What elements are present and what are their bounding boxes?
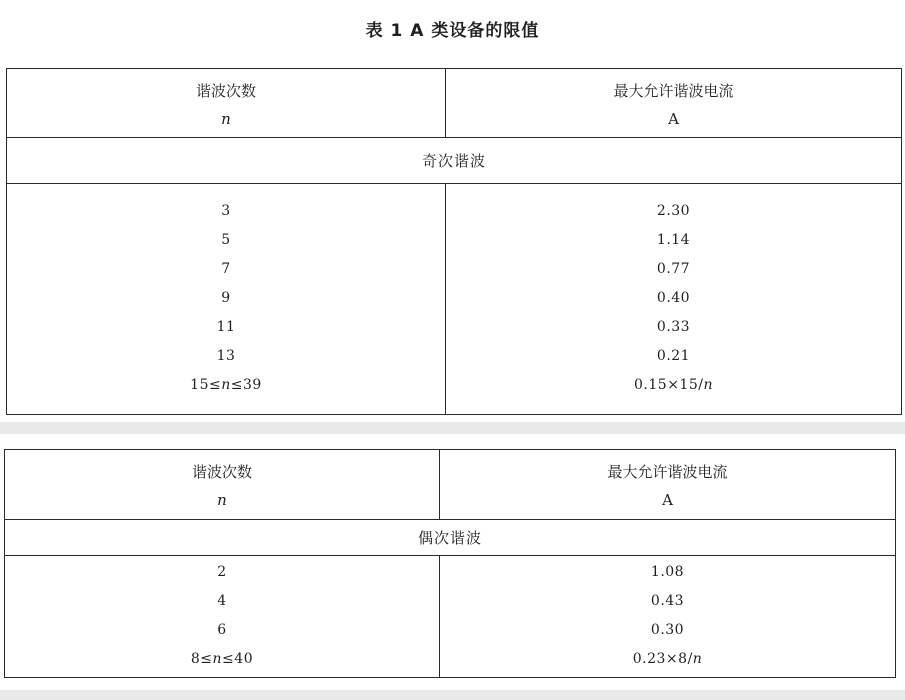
table-row-order: 15≤n≤39 xyxy=(190,377,262,393)
header-harmonic-order-symbol: n xyxy=(217,491,227,509)
table-row-order: 7 xyxy=(221,261,231,277)
harmonic-order-column xyxy=(5,556,440,678)
table-row-order: 9 xyxy=(221,290,231,306)
header-row xyxy=(7,69,902,138)
table-row-current: 0.15×15/n xyxy=(633,377,714,393)
header-max-current-unit: A xyxy=(662,491,673,509)
table-row-current: 1.14 xyxy=(656,232,691,248)
table-row-current: 0.43 xyxy=(650,593,685,609)
table-row-current: 0.23×8/n xyxy=(632,651,703,667)
table-row-current: 2.30 xyxy=(656,203,691,219)
data-rows xyxy=(7,184,902,415)
header-max-current xyxy=(446,69,902,138)
table-row-order: 2 xyxy=(217,564,227,580)
limits-table-even xyxy=(4,449,896,678)
table-row-current: 0.21 xyxy=(656,348,691,364)
table-row-order: 6 xyxy=(217,622,227,638)
table-row-order: 5 xyxy=(221,232,231,248)
table-title: 表 1 A 类设备的限值 xyxy=(365,21,540,41)
header-harmonic-order-label: 谐波次数 xyxy=(195,82,256,100)
table-row-current: 0.77 xyxy=(656,261,691,277)
section-row xyxy=(7,138,902,184)
header-harmonic-order xyxy=(7,69,446,138)
header-harmonic-order xyxy=(5,450,440,520)
header-max-current xyxy=(440,450,896,520)
table-row-order: 4 xyxy=(217,593,227,609)
table-row-current: 0.33 xyxy=(656,319,691,335)
table-row-current: 0.40 xyxy=(656,290,691,306)
harmonic-order-column xyxy=(7,184,446,415)
header-harmonic-order-label: 谐波次数 xyxy=(191,463,252,481)
max-current-column xyxy=(446,184,902,415)
page-2 xyxy=(0,434,905,690)
header-max-current-unit: A xyxy=(668,110,679,128)
table-row-current: 1.08 xyxy=(650,564,685,580)
header-row xyxy=(5,450,896,520)
table-row-order: 11 xyxy=(216,319,236,335)
header-harmonic-order-symbol: n xyxy=(221,110,231,128)
section-label-even: 偶次谐波 xyxy=(5,520,896,556)
header-max-current-label: 最大允许谐波电流 xyxy=(607,463,728,481)
table-row-order: 8≤n≤40 xyxy=(190,651,254,667)
section-row xyxy=(5,520,896,556)
section-label-odd: 奇次谐波 xyxy=(7,138,902,184)
table-row-current: 0.30 xyxy=(650,622,685,638)
data-rows xyxy=(5,556,896,678)
table-row-order: 3 xyxy=(221,203,231,219)
limits-table-odd xyxy=(6,68,902,415)
max-current-column xyxy=(440,556,896,678)
header-max-current-label: 最大允许谐波电流 xyxy=(613,82,734,100)
table-row-order: 13 xyxy=(216,348,236,364)
